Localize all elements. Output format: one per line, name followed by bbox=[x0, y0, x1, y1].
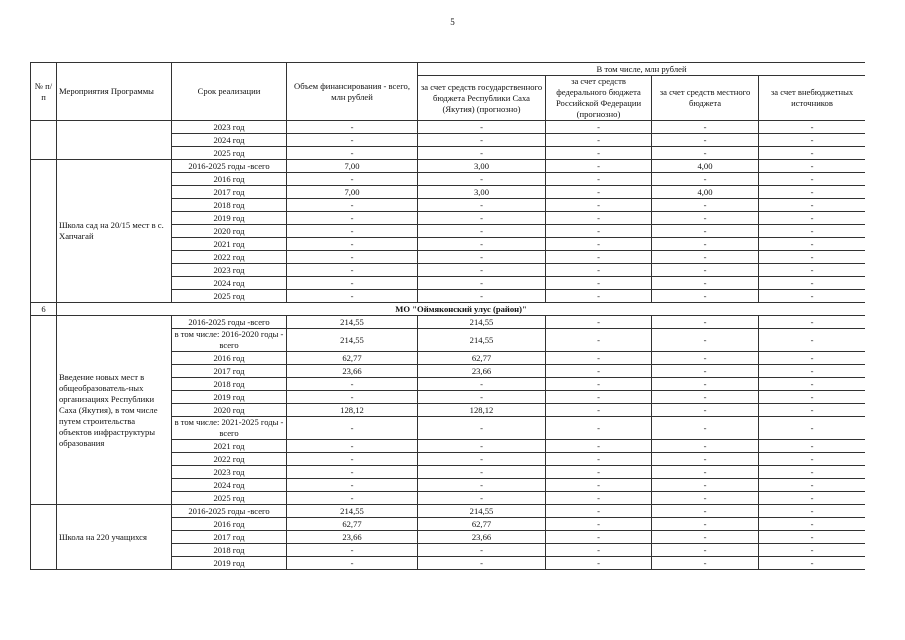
extra-budget-cell: - bbox=[759, 147, 866, 160]
rs-budget-cell: - bbox=[418, 479, 546, 492]
rf-budget-cell: - bbox=[546, 417, 652, 440]
header-num: № п/п bbox=[31, 63, 57, 121]
extra-budget-cell: - bbox=[759, 378, 866, 391]
extra-budget-cell: - bbox=[759, 160, 866, 173]
local-budget-cell: - bbox=[652, 352, 759, 365]
period-cell: 2023 год bbox=[172, 264, 287, 277]
total-cell: 128,12 bbox=[287, 404, 418, 417]
section-title: МО "Оймяконский улус (район)" bbox=[57, 303, 866, 316]
extra-budget-cell: - bbox=[759, 544, 866, 557]
period-cell: 2019 год bbox=[172, 557, 287, 570]
period-cell: 2017 год bbox=[172, 365, 287, 378]
rf-budget-cell: - bbox=[546, 290, 652, 303]
period-cell: 2017 год bbox=[172, 531, 287, 544]
total-cell: - bbox=[287, 544, 418, 557]
row-num-cell bbox=[31, 316, 57, 505]
rf-budget-cell: - bbox=[546, 199, 652, 212]
rs-budget-cell: - bbox=[418, 290, 546, 303]
period-cell: 2024 год bbox=[172, 134, 287, 147]
rs-budget-cell: - bbox=[418, 264, 546, 277]
rs-budget-cell: 23,66 bbox=[418, 531, 546, 544]
rs-budget-cell: - bbox=[418, 121, 546, 134]
period-cell: 2018 год bbox=[172, 199, 287, 212]
extra-budget-cell: - bbox=[759, 173, 866, 186]
extra-budget-cell: - bbox=[759, 417, 866, 440]
period-cell: 2018 год bbox=[172, 544, 287, 557]
total-cell: - bbox=[287, 440, 418, 453]
total-cell: - bbox=[287, 147, 418, 160]
period-cell: 2020 год bbox=[172, 404, 287, 417]
rs-budget-cell: - bbox=[418, 466, 546, 479]
rf-budget-cell: - bbox=[546, 212, 652, 225]
local-budget-cell: - bbox=[652, 173, 759, 186]
total-cell: 214,55 bbox=[287, 316, 418, 329]
local-budget-cell: - bbox=[652, 199, 759, 212]
row-num-cell bbox=[31, 121, 57, 160]
total-cell: 23,66 bbox=[287, 365, 418, 378]
budget-table bbox=[30, 62, 865, 570]
local-budget-cell: - bbox=[652, 505, 759, 518]
rs-budget-cell: - bbox=[418, 251, 546, 264]
extra-budget-cell: - bbox=[759, 404, 866, 417]
local-budget-cell: - bbox=[652, 518, 759, 531]
local-budget-cell: - bbox=[652, 121, 759, 134]
period-cell: 2024 год bbox=[172, 277, 287, 290]
extra-budget-cell: - bbox=[759, 277, 866, 290]
period-cell: 2016-2025 годы -всего bbox=[172, 505, 287, 518]
rf-budget-cell: - bbox=[546, 277, 652, 290]
total-cell: - bbox=[287, 173, 418, 186]
local-budget-cell: - bbox=[652, 134, 759, 147]
total-cell: 214,55 bbox=[287, 505, 418, 518]
local-budget-cell: 4,00 bbox=[652, 160, 759, 173]
period-cell: 2020 год bbox=[172, 225, 287, 238]
rs-budget-cell: 3,00 bbox=[418, 160, 546, 173]
header-extra-budget: за счет внебюджетных источников bbox=[759, 76, 866, 121]
period-cell: 2016-2025 годы -всего bbox=[172, 160, 287, 173]
rf-budget-cell: - bbox=[546, 264, 652, 277]
local-budget-cell: - bbox=[652, 365, 759, 378]
extra-budget-cell: - bbox=[759, 518, 866, 531]
rf-budget-cell: - bbox=[546, 378, 652, 391]
rs-budget-cell: 3,00 bbox=[418, 186, 546, 199]
rf-budget-cell: - bbox=[546, 225, 652, 238]
total-cell: - bbox=[287, 378, 418, 391]
period-cell: 2017 год bbox=[172, 186, 287, 199]
page-number: 5 bbox=[450, 17, 455, 27]
extra-budget-cell: - bbox=[759, 557, 866, 570]
rf-budget-cell: - bbox=[546, 440, 652, 453]
total-cell: - bbox=[287, 453, 418, 466]
local-budget-cell: - bbox=[652, 479, 759, 492]
period-cell: 2016-2025 годы -всего bbox=[172, 316, 287, 329]
period-cell: 2025 год bbox=[172, 147, 287, 160]
extra-budget-cell: - bbox=[759, 453, 866, 466]
table-frame bbox=[30, 62, 865, 610]
local-budget-cell: - bbox=[652, 404, 759, 417]
measure-name-new-places: Введение новых мест в общеобразователь-ных организациях Республики Саха (Якутия), в том числе путем строительства объектов инфраструктуры образования bbox=[57, 316, 172, 505]
rf-budget-cell: - bbox=[546, 121, 652, 134]
measure-name-school-khapchagai: Школа сад на 20/15 мест в с. Хапчагай bbox=[57, 160, 172, 303]
total-cell: - bbox=[287, 225, 418, 238]
extra-budget-cell: - bbox=[759, 440, 866, 453]
local-budget-cell: - bbox=[652, 329, 759, 352]
rs-budget-cell: - bbox=[418, 391, 546, 404]
row-num-cell bbox=[31, 505, 57, 570]
rs-budget-cell: 214,55 bbox=[418, 329, 546, 352]
local-budget-cell: - bbox=[652, 316, 759, 329]
rs-budget-cell: - bbox=[418, 440, 546, 453]
rf-budget-cell: - bbox=[546, 160, 652, 173]
period-cell: 2019 год bbox=[172, 212, 287, 225]
local-budget-cell: - bbox=[652, 378, 759, 391]
header-incl: В том числе, млн рублей bbox=[418, 63, 866, 76]
local-budget-cell: - bbox=[652, 264, 759, 277]
total-cell: - bbox=[287, 557, 418, 570]
rf-budget-cell: - bbox=[546, 251, 652, 264]
extra-budget-cell: - bbox=[759, 199, 866, 212]
extra-budget-cell: - bbox=[759, 466, 866, 479]
rf-budget-cell: - bbox=[546, 453, 652, 466]
local-budget-cell: - bbox=[652, 147, 759, 160]
header-row-1 bbox=[31, 63, 866, 76]
total-cell: 7,00 bbox=[287, 160, 418, 173]
rf-budget-cell: - bbox=[546, 391, 652, 404]
rf-budget-cell: - bbox=[546, 404, 652, 417]
header-total: Объем финансирования - всего, млн рублей bbox=[287, 63, 418, 121]
header-term: Срок реализации bbox=[172, 63, 287, 121]
local-budget-cell: - bbox=[652, 238, 759, 251]
total-cell: - bbox=[287, 264, 418, 277]
rf-budget-cell: - bbox=[546, 329, 652, 352]
period-cell: 2016 год bbox=[172, 518, 287, 531]
total-cell: - bbox=[287, 479, 418, 492]
header-rf-budget: за счет средств федерального бюджета Российской Федерации (прогнозно) bbox=[546, 76, 652, 121]
local-budget-cell: - bbox=[652, 251, 759, 264]
rf-budget-cell: - bbox=[546, 134, 652, 147]
table-body bbox=[31, 63, 866, 570]
local-budget-cell: 4,00 bbox=[652, 186, 759, 199]
rf-budget-cell: - bbox=[546, 238, 652, 251]
total-cell: - bbox=[287, 277, 418, 290]
extra-budget-cell: - bbox=[759, 121, 866, 134]
period-cell: 2016 год bbox=[172, 173, 287, 186]
total-cell: 23,66 bbox=[287, 531, 418, 544]
total-cell: - bbox=[287, 251, 418, 264]
local-budget-cell: - bbox=[652, 453, 759, 466]
local-budget-cell: - bbox=[652, 544, 759, 557]
extra-budget-cell: - bbox=[759, 365, 866, 378]
section-row bbox=[31, 303, 866, 316]
total-cell: 214,55 bbox=[287, 329, 418, 352]
rs-budget-cell: 214,55 bbox=[418, 505, 546, 518]
period-cell: в том числе: 2016-2020 годы - всего bbox=[172, 329, 287, 352]
rf-budget-cell: - bbox=[546, 147, 652, 160]
total-cell: 7,00 bbox=[287, 186, 418, 199]
rs-budget-cell: 62,77 bbox=[418, 518, 546, 531]
total-cell: - bbox=[287, 134, 418, 147]
extra-budget-cell: - bbox=[759, 492, 866, 505]
local-budget-cell: - bbox=[652, 531, 759, 544]
local-budget-cell: - bbox=[652, 391, 759, 404]
rs-budget-cell: - bbox=[418, 134, 546, 147]
table-row bbox=[31, 160, 866, 173]
local-budget-cell: - bbox=[652, 212, 759, 225]
local-budget-cell: - bbox=[652, 440, 759, 453]
rs-budget-cell: 128,12 bbox=[418, 404, 546, 417]
total-cell: - bbox=[287, 290, 418, 303]
period-cell: 2018 год bbox=[172, 378, 287, 391]
period-cell: 2019 год bbox=[172, 391, 287, 404]
local-budget-cell: - bbox=[652, 557, 759, 570]
period-cell: в том числе: 2021-2025 годы - всего bbox=[172, 417, 287, 440]
row-num-cell bbox=[31, 160, 57, 303]
total-cell: 62,77 bbox=[287, 518, 418, 531]
total-cell: - bbox=[287, 417, 418, 440]
header-rs-budget: за счет средств государственного бюджета Республики Саха (Якутия) (прогнозно) bbox=[418, 76, 546, 121]
extra-budget-cell: - bbox=[759, 505, 866, 518]
rs-budget-cell: - bbox=[418, 225, 546, 238]
period-cell: 2025 год bbox=[172, 492, 287, 505]
measure-name-school-220: Школа на 220 учащихся bbox=[57, 505, 172, 570]
extra-budget-cell: - bbox=[759, 329, 866, 352]
period-cell: 2022 год bbox=[172, 251, 287, 264]
extra-budget-cell: - bbox=[759, 238, 866, 251]
total-cell: 62,77 bbox=[287, 352, 418, 365]
rf-budget-cell: - bbox=[546, 316, 652, 329]
rf-budget-cell: - bbox=[546, 492, 652, 505]
total-cell: - bbox=[287, 492, 418, 505]
rf-budget-cell: - bbox=[546, 186, 652, 199]
rs-budget-cell: - bbox=[418, 238, 546, 251]
rs-budget-cell: - bbox=[418, 199, 546, 212]
rs-budget-cell: 23,66 bbox=[418, 365, 546, 378]
total-cell: - bbox=[287, 212, 418, 225]
local-budget-cell: - bbox=[652, 492, 759, 505]
rf-budget-cell: - bbox=[546, 466, 652, 479]
period-cell: 2024 год bbox=[172, 479, 287, 492]
extra-budget-cell: - bbox=[759, 479, 866, 492]
local-budget-cell: - bbox=[652, 277, 759, 290]
extra-budget-cell: - bbox=[759, 264, 866, 277]
extra-budget-cell: - bbox=[759, 186, 866, 199]
rf-budget-cell: - bbox=[546, 531, 652, 544]
rs-budget-cell: - bbox=[418, 544, 546, 557]
extra-budget-cell: - bbox=[759, 531, 866, 544]
period-cell: 2023 год bbox=[172, 466, 287, 479]
period-cell: 2021 год bbox=[172, 238, 287, 251]
rs-budget-cell: 62,77 bbox=[418, 352, 546, 365]
rs-budget-cell: - bbox=[418, 453, 546, 466]
table-row bbox=[31, 505, 866, 518]
rs-budget-cell: - bbox=[418, 557, 546, 570]
rs-budget-cell: - bbox=[418, 378, 546, 391]
rs-budget-cell: 214,55 bbox=[418, 316, 546, 329]
total-cell: - bbox=[287, 121, 418, 134]
extra-budget-cell: - bbox=[759, 251, 866, 264]
extra-budget-cell: - bbox=[759, 225, 866, 238]
rs-budget-cell: - bbox=[418, 173, 546, 186]
section-num: 6 bbox=[31, 303, 57, 316]
extra-budget-cell: - bbox=[759, 134, 866, 147]
total-cell: - bbox=[287, 238, 418, 251]
period-cell: 2016 год bbox=[172, 352, 287, 365]
local-budget-cell: - bbox=[652, 290, 759, 303]
rf-budget-cell: - bbox=[546, 352, 652, 365]
table-row bbox=[31, 316, 866, 329]
rf-budget-cell: - bbox=[546, 479, 652, 492]
rs-budget-cell: - bbox=[418, 417, 546, 440]
table-row bbox=[31, 121, 866, 134]
local-budget-cell: - bbox=[652, 466, 759, 479]
rf-budget-cell: - bbox=[546, 557, 652, 570]
period-cell: 2025 год bbox=[172, 290, 287, 303]
rf-budget-cell: - bbox=[546, 544, 652, 557]
extra-budget-cell: - bbox=[759, 391, 866, 404]
local-budget-cell: - bbox=[652, 225, 759, 238]
period-cell: 2023 год bbox=[172, 121, 287, 134]
rf-budget-cell: - bbox=[546, 365, 652, 378]
rs-budget-cell: - bbox=[418, 277, 546, 290]
total-cell: - bbox=[287, 391, 418, 404]
period-cell: 2022 год bbox=[172, 453, 287, 466]
rs-budget-cell: - bbox=[418, 212, 546, 225]
period-cell: 2021 год bbox=[172, 440, 287, 453]
extra-budget-cell: - bbox=[759, 290, 866, 303]
extra-budget-cell: - bbox=[759, 352, 866, 365]
total-cell: - bbox=[287, 466, 418, 479]
extra-budget-cell: - bbox=[759, 212, 866, 225]
rf-budget-cell: - bbox=[546, 173, 652, 186]
header-local-budget: за счет средств местного бюджета bbox=[652, 76, 759, 121]
measure-name-empty bbox=[57, 121, 172, 160]
extra-budget-cell: - bbox=[759, 316, 866, 329]
rs-budget-cell: - bbox=[418, 147, 546, 160]
header-measures: Мероприятия Программы bbox=[57, 63, 172, 121]
rf-budget-cell: - bbox=[546, 505, 652, 518]
rs-budget-cell: - bbox=[418, 492, 546, 505]
local-budget-cell: - bbox=[652, 417, 759, 440]
rf-budget-cell: - bbox=[546, 518, 652, 531]
total-cell: - bbox=[287, 199, 418, 212]
